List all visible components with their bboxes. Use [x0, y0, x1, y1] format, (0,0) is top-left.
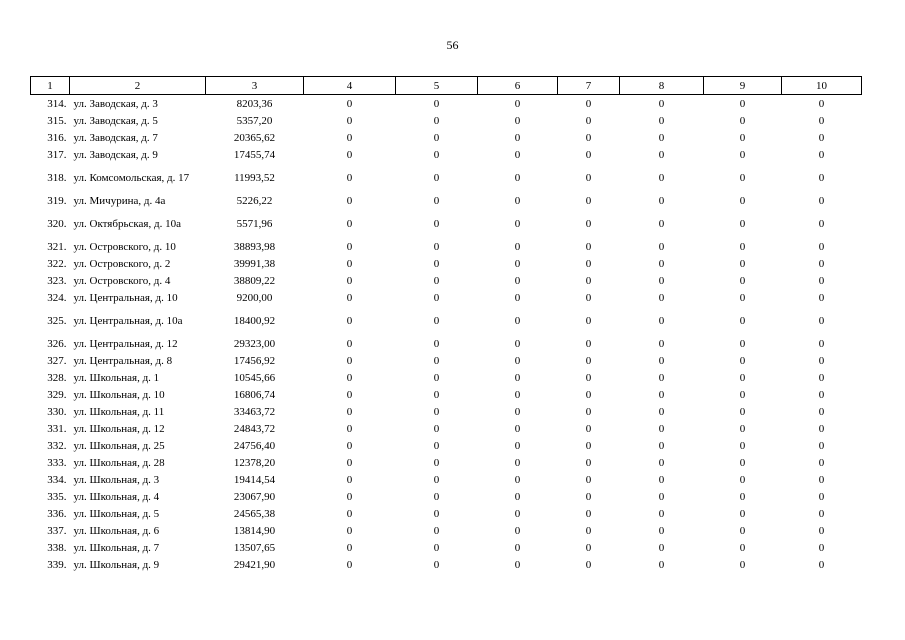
row-value: 24843,72	[233, 422, 276, 435]
row-number: 317.	[47, 148, 67, 161]
row-zero-value: 0	[585, 114, 592, 127]
row-zero-value: 0	[514, 114, 521, 127]
row-value: 5571,96	[236, 217, 273, 230]
row-zero-value: 0	[739, 490, 746, 503]
row-address: ул. Заводская, д. 9	[73, 148, 158, 161]
row-zero-value: 0	[585, 240, 592, 253]
row-zero-value: 0	[739, 171, 746, 184]
row-zero-value: 0	[433, 371, 440, 384]
row-zero-value: 0	[658, 490, 665, 503]
row-zero-value: 0	[585, 291, 592, 304]
row-zero-value: 0	[658, 422, 665, 435]
row-number: 316.	[47, 131, 67, 144]
row-zero-value: 0	[346, 507, 353, 520]
row-zero-value: 0	[514, 354, 521, 367]
row-zero-value: 0	[433, 291, 440, 304]
row-number: 322.	[47, 257, 67, 270]
row-zero-value: 0	[658, 131, 665, 144]
row-number: 331.	[47, 422, 67, 435]
row-zero-value: 0	[346, 131, 353, 144]
row-zero-value: 0	[433, 194, 440, 207]
row-zero-value: 0	[514, 541, 521, 554]
row-zero-value: 0	[585, 371, 592, 384]
row-zero-value: 0	[346, 405, 353, 418]
row-zero-value: 0	[514, 456, 521, 469]
row-zero-value: 0	[739, 473, 746, 486]
row-zero-value: 0	[739, 217, 746, 230]
row-zero-value: 0	[514, 490, 521, 503]
table-row	[31, 352, 862, 369]
row-zero-value: 0	[514, 148, 521, 161]
row-zero-value: 0	[658, 274, 665, 287]
row-number: 335.	[47, 490, 67, 503]
row-zero-value: 0	[818, 473, 825, 486]
row-zero-value: 0	[585, 405, 592, 418]
row-zero-value: 0	[514, 388, 521, 401]
column-header: 4	[304, 77, 396, 95]
row-zero-value: 0	[433, 314, 440, 327]
table-row	[31, 146, 862, 163]
row-zero-value: 0	[818, 337, 825, 350]
row-zero-value: 0	[514, 240, 521, 253]
row-zero-value: 0	[346, 490, 353, 503]
row-zero-value: 0	[514, 405, 521, 418]
table-row	[31, 335, 862, 352]
row-number: 320.	[47, 217, 67, 230]
row-number: 333.	[47, 456, 67, 469]
table-row	[31, 369, 862, 386]
row-zero-value: 0	[739, 291, 746, 304]
table-row	[31, 255, 862, 272]
row-address: ул. Школьная, д. 9	[73, 558, 160, 571]
row-zero-value: 0	[433, 388, 440, 401]
row-value: 38809,22	[233, 274, 276, 287]
row-zero-value: 0	[658, 114, 665, 127]
row-zero-value: 0	[739, 541, 746, 554]
row-zero-value: 0	[514, 314, 521, 327]
row-number: 325.	[47, 314, 67, 327]
row-zero-value: 0	[739, 507, 746, 520]
row-address: ул. Комсомольская, д. 17	[73, 171, 190, 184]
row-zero-value: 0	[739, 148, 746, 161]
row-zero-value: 0	[433, 490, 440, 503]
row-number: 323.	[47, 274, 67, 287]
row-address: ул. Школьная, д. 10	[73, 388, 165, 401]
row-zero-value: 0	[433, 131, 440, 144]
row-zero-value: 0	[739, 422, 746, 435]
row-zero-value: 0	[433, 274, 440, 287]
row-zero-value: 0	[346, 541, 353, 554]
row-zero-value: 0	[818, 97, 825, 110]
row-zero-value: 0	[658, 541, 665, 554]
row-address: ул. Заводская, д. 7	[73, 131, 158, 144]
row-value: 29323,00	[233, 337, 276, 350]
row-number: 338.	[47, 541, 67, 554]
row-zero-value: 0	[739, 524, 746, 537]
row-zero-value: 0	[433, 456, 440, 469]
column-header: 7	[558, 77, 620, 95]
table-row	[31, 488, 862, 505]
row-zero-value: 0	[658, 439, 665, 452]
row-address: ул. Школьная, д. 1	[73, 371, 160, 384]
row-address: ул. Школьная, д. 28	[73, 456, 165, 469]
row-zero-value: 0	[346, 314, 353, 327]
row-zero-value: 0	[514, 217, 521, 230]
row-value: 9200,00	[236, 291, 273, 304]
row-number: 330.	[47, 405, 67, 418]
row-zero-value: 0	[658, 148, 665, 161]
row-number: 319.	[47, 194, 67, 207]
row-value: 5226,22	[236, 194, 273, 207]
row-zero-value: 0	[818, 388, 825, 401]
row-address: ул. Школьная, д. 11	[73, 405, 165, 418]
row-zero-value: 0	[739, 558, 746, 571]
row-zero-value: 0	[658, 388, 665, 401]
row-address: ул. Центральная, д. 12	[73, 337, 178, 350]
row-zero-value: 0	[346, 274, 353, 287]
row-number: 328.	[47, 371, 67, 384]
row-address: ул. Островского, д. 4	[73, 274, 171, 287]
row-value: 13814,90	[233, 524, 276, 537]
row-zero-value: 0	[585, 541, 592, 554]
row-zero-value: 0	[514, 473, 521, 486]
row-address: ул. Центральная, д. 10	[73, 291, 178, 304]
row-zero-value: 0	[658, 314, 665, 327]
row-zero-value: 0	[585, 439, 592, 452]
row-zero-value: 0	[514, 171, 521, 184]
row-zero-value: 0	[739, 405, 746, 418]
row-number: 326.	[47, 337, 67, 350]
row-zero-value: 0	[658, 337, 665, 350]
row-zero-value: 0	[585, 97, 592, 110]
row-zero-value: 0	[585, 274, 592, 287]
row-zero-value: 0	[346, 422, 353, 435]
row-address: ул. Школьная, д. 3	[73, 473, 160, 486]
row-number: 314.	[47, 97, 67, 110]
row-zero-value: 0	[658, 194, 665, 207]
row-zero-value: 0	[514, 439, 521, 452]
row-address: ул. Островского, д. 10	[73, 240, 176, 253]
row-zero-value: 0	[433, 439, 440, 452]
row-zero-value: 0	[514, 194, 521, 207]
row-value: 17455,74	[233, 148, 276, 161]
row-zero-value: 0	[433, 97, 440, 110]
row-zero-value: 0	[658, 291, 665, 304]
row-address: ул. Школьная, д. 7	[73, 541, 160, 554]
row-zero-value: 0	[514, 291, 521, 304]
row-zero-value: 0	[346, 524, 353, 537]
row-zero-value: 0	[818, 405, 825, 418]
row-zero-value: 0	[433, 405, 440, 418]
row-zero-value: 0	[514, 524, 521, 537]
row-zero-value: 0	[433, 507, 440, 520]
row-zero-value: 0	[433, 171, 440, 184]
row-value: 24565,38	[233, 507, 276, 520]
row-number: 318.	[47, 171, 67, 184]
row-zero-value: 0	[585, 354, 592, 367]
row-address: ул. Заводская, д. 3	[73, 97, 158, 110]
row-zero-value: 0	[585, 456, 592, 469]
row-number: 332.	[47, 439, 67, 452]
row-zero-value: 0	[346, 337, 353, 350]
table-row	[31, 129, 862, 146]
row-number: 336.	[47, 507, 67, 520]
row-zero-value: 0	[585, 558, 592, 571]
table-row	[31, 386, 862, 403]
row-number: 315.	[47, 114, 67, 127]
row-zero-value: 0	[585, 422, 592, 435]
row-zero-value: 0	[739, 274, 746, 287]
row-zero-value: 0	[433, 354, 440, 367]
table-row	[31, 209, 862, 238]
row-zero-value: 0	[818, 194, 825, 207]
row-zero-value: 0	[658, 524, 665, 537]
row-value: 38893,98	[233, 240, 276, 253]
row-zero-value: 0	[346, 473, 353, 486]
row-zero-value: 0	[433, 257, 440, 270]
row-zero-value: 0	[433, 473, 440, 486]
row-zero-value: 0	[818, 171, 825, 184]
table-row	[31, 556, 862, 573]
row-zero-value: 0	[818, 217, 825, 230]
row-zero-value: 0	[433, 217, 440, 230]
row-zero-value: 0	[739, 388, 746, 401]
row-zero-value: 0	[818, 114, 825, 127]
row-number: 339.	[47, 558, 67, 571]
row-zero-value: 0	[514, 97, 521, 110]
row-zero-value: 0	[514, 337, 521, 350]
row-address: ул. Мичурина, д. 4а	[73, 194, 166, 207]
row-zero-value: 0	[346, 456, 353, 469]
row-zero-value: 0	[818, 257, 825, 270]
row-value: 29421,90	[233, 558, 276, 571]
row-number: 337.	[47, 524, 67, 537]
row-zero-value: 0	[739, 194, 746, 207]
row-zero-value: 0	[585, 524, 592, 537]
row-zero-value: 0	[818, 371, 825, 384]
row-zero-value: 0	[818, 507, 825, 520]
row-zero-value: 0	[739, 257, 746, 270]
row-value: 16806,74	[233, 388, 276, 401]
row-zero-value: 0	[585, 257, 592, 270]
row-zero-value: 0	[739, 337, 746, 350]
row-zero-value: 0	[818, 148, 825, 161]
row-zero-value: 0	[585, 388, 592, 401]
row-address: ул. Центральная, д. 10а	[73, 314, 183, 327]
column-header: 1	[31, 77, 70, 95]
row-zero-value: 0	[658, 354, 665, 367]
row-zero-value: 0	[514, 274, 521, 287]
row-value: 17456,92	[233, 354, 276, 367]
row-zero-value: 0	[585, 507, 592, 520]
row-zero-value: 0	[514, 422, 521, 435]
row-address: ул. Школьная, д. 4	[73, 490, 160, 503]
row-zero-value: 0	[585, 337, 592, 350]
row-zero-value: 0	[346, 388, 353, 401]
row-zero-value: 0	[818, 131, 825, 144]
row-address: ул. Школьная, д. 12	[73, 422, 165, 435]
row-zero-value: 0	[346, 240, 353, 253]
table-row	[31, 112, 862, 129]
row-zero-value: 0	[346, 439, 353, 452]
row-zero-value: 0	[658, 217, 665, 230]
row-zero-value: 0	[658, 456, 665, 469]
row-zero-value: 0	[658, 257, 665, 270]
row-value: 23067,90	[233, 490, 276, 503]
row-number: 324.	[47, 291, 67, 304]
row-address: ул. Школьная, д. 25	[73, 439, 165, 452]
page-number: 56	[446, 38, 459, 52]
row-zero-value: 0	[818, 456, 825, 469]
column-header: 6	[478, 77, 558, 95]
table-row	[31, 420, 862, 437]
row-zero-value: 0	[433, 524, 440, 537]
row-zero-value: 0	[514, 257, 521, 270]
row-zero-value: 0	[585, 490, 592, 503]
row-number: 321.	[47, 240, 67, 253]
column-header: 3	[206, 77, 304, 95]
table-row	[31, 522, 862, 539]
row-number: 329.	[47, 388, 67, 401]
table-row	[31, 289, 862, 306]
row-zero-value: 0	[818, 274, 825, 287]
row-value: 33463,72	[233, 405, 276, 418]
row-zero-value: 0	[433, 240, 440, 253]
row-zero-value: 0	[818, 439, 825, 452]
row-zero-value: 0	[739, 240, 746, 253]
row-value: 39991,38	[233, 257, 276, 270]
row-address: ул. Островского, д. 2	[73, 257, 171, 270]
row-value: 11993,52	[234, 171, 275, 184]
row-zero-value: 0	[346, 97, 353, 110]
row-zero-value: 0	[514, 558, 521, 571]
row-zero-value: 0	[739, 354, 746, 367]
row-zero-value: 0	[739, 439, 746, 452]
row-zero-value: 0	[739, 114, 746, 127]
row-zero-value: 0	[658, 507, 665, 520]
row-value: 10545,66	[233, 371, 276, 384]
table-row	[31, 192, 862, 209]
row-zero-value: 0	[739, 131, 746, 144]
row-zero-value: 0	[433, 337, 440, 350]
column-header: 8	[620, 77, 704, 95]
row-zero-value: 0	[346, 171, 353, 184]
row-zero-value: 0	[585, 131, 592, 144]
row-value: 5357,20	[236, 114, 273, 127]
row-zero-value: 0	[514, 131, 521, 144]
row-value: 8203,36	[236, 97, 273, 110]
row-zero-value: 0	[433, 558, 440, 571]
row-zero-value: 0	[739, 314, 746, 327]
row-zero-value: 0	[346, 291, 353, 304]
row-value: 20365,62	[233, 131, 276, 144]
row-zero-value: 0	[818, 558, 825, 571]
row-zero-value: 0	[346, 114, 353, 127]
row-zero-value: 0	[818, 422, 825, 435]
column-header: 2	[70, 77, 206, 95]
row-address: ул. Заводская, д. 5	[73, 114, 158, 127]
row-value: 18400,92	[233, 314, 276, 327]
row-zero-value: 0	[514, 371, 521, 384]
row-zero-value: 0	[658, 405, 665, 418]
row-value: 13507,65	[233, 541, 276, 554]
data-table	[30, 76, 862, 573]
row-zero-value: 0	[346, 354, 353, 367]
row-number: 327.	[47, 354, 67, 367]
row-value: 12378,20	[233, 456, 276, 469]
row-zero-value: 0	[346, 257, 353, 270]
row-zero-value: 0	[433, 422, 440, 435]
row-zero-value: 0	[739, 97, 746, 110]
row-zero-value: 0	[346, 148, 353, 161]
row-zero-value: 0	[585, 194, 592, 207]
row-value: 19414,54	[233, 473, 276, 486]
row-zero-value: 0	[346, 558, 353, 571]
table-row	[31, 238, 862, 255]
column-header: 9	[704, 77, 782, 95]
table-row	[31, 454, 862, 471]
row-zero-value: 0	[818, 490, 825, 503]
row-zero-value: 0	[346, 194, 353, 207]
table-row	[31, 539, 862, 556]
row-zero-value: 0	[514, 507, 521, 520]
table-row	[31, 163, 862, 192]
row-address: ул. Октябрьская, д. 10а	[73, 217, 181, 230]
row-zero-value: 0	[818, 541, 825, 554]
row-number: 334.	[47, 473, 67, 486]
row-address: ул. Школьная, д. 6	[73, 524, 160, 537]
row-zero-value: 0	[658, 97, 665, 110]
row-zero-value: 0	[739, 456, 746, 469]
table-row	[31, 403, 862, 420]
row-zero-value: 0	[585, 217, 592, 230]
header-row	[31, 77, 862, 95]
row-zero-value: 0	[818, 524, 825, 537]
table-row	[31, 272, 862, 289]
row-zero-value: 0	[585, 314, 592, 327]
row-zero-value: 0	[433, 148, 440, 161]
table-row	[31, 95, 862, 113]
row-zero-value: 0	[346, 217, 353, 230]
row-zero-value: 0	[658, 473, 665, 486]
row-zero-value: 0	[585, 148, 592, 161]
row-zero-value: 0	[658, 558, 665, 571]
row-address: ул. Центральная, д. 8	[73, 354, 173, 367]
table-row	[31, 306, 862, 335]
row-zero-value: 0	[346, 371, 353, 384]
table-row	[31, 471, 862, 488]
table-row	[31, 505, 862, 522]
row-zero-value: 0	[818, 354, 825, 367]
row-zero-value: 0	[818, 291, 825, 304]
column-header: 10	[782, 77, 862, 95]
column-header: 5	[396, 77, 478, 95]
row-zero-value: 0	[433, 541, 440, 554]
row-zero-value: 0	[433, 114, 440, 127]
row-zero-value: 0	[739, 371, 746, 384]
row-value: 24756,40	[233, 439, 276, 452]
row-address: ул. Школьная, д. 5	[73, 507, 160, 520]
row-zero-value: 0	[818, 240, 825, 253]
row-zero-value: 0	[585, 473, 592, 486]
row-zero-value: 0	[658, 240, 665, 253]
row-zero-value: 0	[658, 171, 665, 184]
table-row	[31, 437, 862, 454]
row-zero-value: 0	[658, 371, 665, 384]
row-zero-value: 0	[585, 171, 592, 184]
row-zero-value: 0	[818, 314, 825, 327]
